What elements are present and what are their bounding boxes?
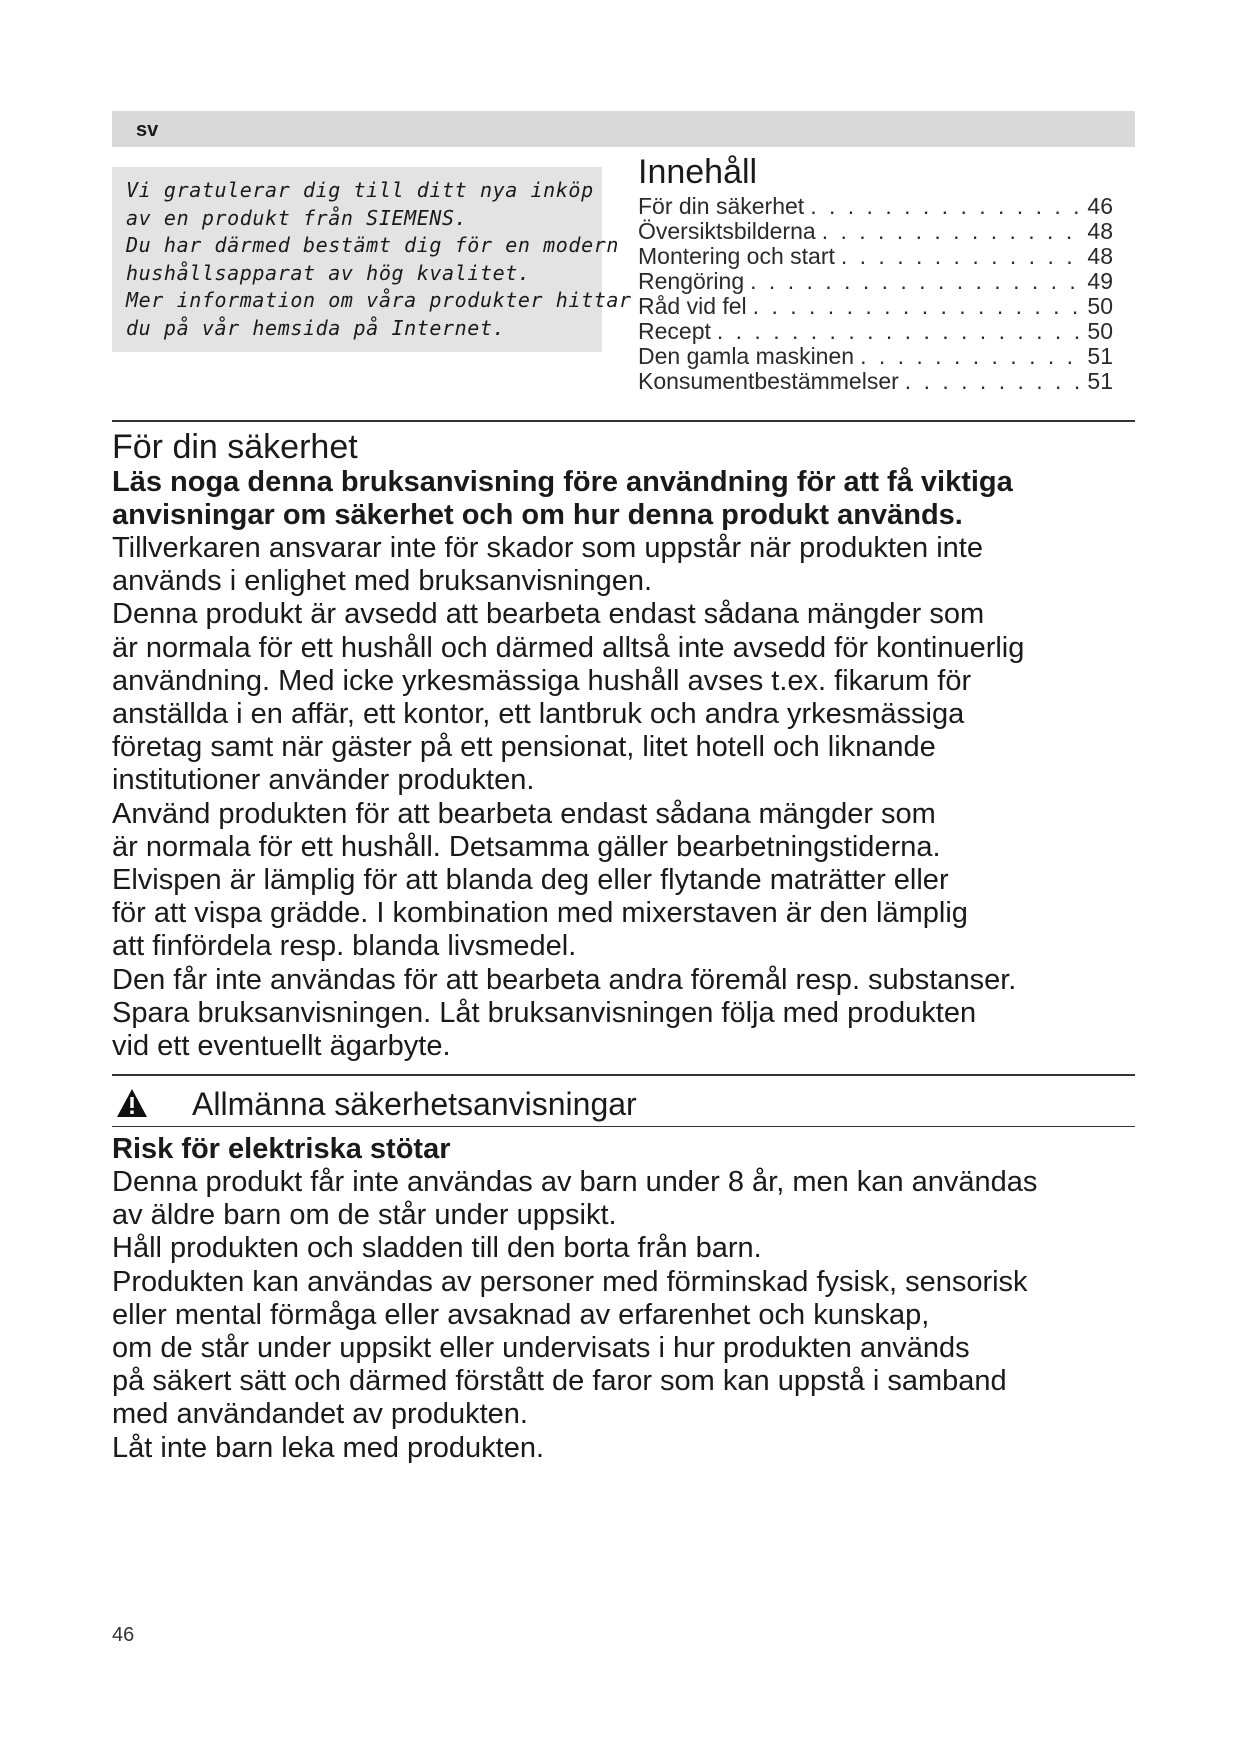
intro-box xyxy=(112,167,632,352)
toc-item[interactable] xyxy=(638,319,1113,344)
toc-item[interactable] xyxy=(638,194,1113,219)
intro-line: Du har därmed bestämt dig för en modern xyxy=(126,233,619,257)
toc-item[interactable] xyxy=(638,294,1113,319)
general-line: om de står under uppsikt eller undervisats i hur produkten används xyxy=(112,1332,970,1365)
toc-item-page: 51 xyxy=(1087,368,1113,394)
toc-leader xyxy=(905,369,1082,394)
general-safety-body xyxy=(112,1166,1142,1465)
section-divider xyxy=(112,420,1135,422)
safety-line: Den får inte användas för att bearbeta andra föremål resp. substanser. xyxy=(112,963,1017,996)
safety-line: anställda i en affär, ett kontor, ett lantbruk och andra yrkesmässiga xyxy=(112,698,965,731)
general-line: på säkert sätt och därmed förstått de faror som kan uppstå i samband xyxy=(112,1365,1007,1398)
general-line: Håll produkten och sladden till den borta från barn. xyxy=(112,1232,762,1265)
toc-item-label: Montering och start xyxy=(638,243,835,269)
safety-line: är normala för ett hushåll. Detsamma gäller bearbetningstiderna. xyxy=(112,830,941,863)
safety-body xyxy=(112,532,1142,1063)
toc-item-page: 50 xyxy=(1087,293,1113,319)
general-line: med användandet av produkten. xyxy=(112,1398,528,1431)
safety-line: vid ett eventuellt ägarbyte. xyxy=(112,1030,451,1063)
intro-line: Mer information om våra produkter hittar xyxy=(126,288,632,312)
safety-line: företag samt när gäster på ett pensionat, litet hotell och liknande xyxy=(112,731,936,764)
language-bar xyxy=(112,111,1135,147)
toc-leader xyxy=(753,294,1082,319)
intro-line: av en produkt från SIEMENS. xyxy=(126,205,468,230)
toc-leader xyxy=(822,219,1082,244)
toc-leader xyxy=(750,269,1081,294)
intro-line: Vi gratulerar dig till ditt nya inköp xyxy=(126,178,594,202)
toc-leader xyxy=(717,319,1082,344)
warning-triangle-icon xyxy=(116,1088,148,1118)
safety-line: Spara bruksanvisningen. Låt bruksanvisningen följa med produkten xyxy=(112,996,977,1029)
toc-item-label: För din säkerhet xyxy=(638,193,805,219)
toc-item-label: Den gamla maskinen xyxy=(638,343,855,369)
safety-line: är normala för ett hushåll och därmed alltså inte avsedd för kontinuerlig xyxy=(112,631,1025,664)
toc-item-page: 48 xyxy=(1087,243,1113,269)
toc-leader xyxy=(810,194,1081,219)
header-underline xyxy=(112,1126,1135,1127)
toc-item-page: 49 xyxy=(1087,268,1113,294)
electric-shock-subtitle: Risk för elektriska stötar xyxy=(112,1133,451,1165)
toc-leader xyxy=(860,344,1081,369)
intro-line: du på vår hemsida på Internet. xyxy=(126,315,506,340)
toc-item-label: Recept xyxy=(638,318,711,344)
toc-title: Innehåll xyxy=(638,153,758,191)
safety-lead-line: anvisningar om säkerhet och om hur denna produkt används. xyxy=(112,499,963,531)
general-safety-section xyxy=(112,1133,1142,1465)
toc-item-page: 51 xyxy=(1087,343,1113,369)
safety-line: Denna produkt är avsedd att bearbeta endast sådana mängder som xyxy=(112,598,985,631)
toc-item[interactable] xyxy=(638,369,1113,394)
section-divider xyxy=(112,1074,1135,1076)
general-safety-title: Allmänna säkerhetsanvisningar xyxy=(192,1086,637,1122)
toc-item-page: 48 xyxy=(1087,218,1113,244)
safety-title: För din säkerhet xyxy=(112,428,358,466)
safety-line: användning. Med icke yrkesmässiga hushåll avses t.ex. fikarum för xyxy=(112,664,972,697)
general-line: eller mental förmåga eller avsaknad av erfarenhet och kunskap, xyxy=(112,1298,930,1331)
safety-line: för att vispa grädde. I kombination med mixerstaven är den lämplig xyxy=(112,897,968,930)
toc-item-page: 46 xyxy=(1087,193,1113,219)
toc-item-label: Rengöring xyxy=(638,268,745,294)
safety-section xyxy=(112,428,1142,1063)
safety-line: används i enlighet med bruksanvisningen. xyxy=(112,565,653,598)
safety-line: Använd produkten för att bearbeta endast sådana mängder som xyxy=(112,797,936,830)
general-safety-header xyxy=(112,1084,1135,1124)
general-line: Produkten kan användas av personer med förminskad fysisk, sensorisk xyxy=(112,1265,1028,1298)
toc-item-label: Råd vid fel xyxy=(638,293,747,319)
general-line: Låt inte barn leka med produkten. xyxy=(112,1431,545,1464)
toc-item[interactable] xyxy=(638,269,1113,294)
language-code: sv xyxy=(136,119,159,141)
intro-line: hushållsapparat av hög kvalitet. xyxy=(126,260,531,285)
table-of-contents xyxy=(638,152,1113,394)
toc-item[interactable] xyxy=(638,344,1113,369)
safety-line: Elvispen är lämplig för att blanda deg eller flytande maträtter eller xyxy=(112,864,949,897)
safety-lead-line: Läs noga denna bruksanvisning före användning för att få viktiga xyxy=(112,466,1013,498)
general-line: Denna produkt får inte användas av barn under 8 år, men kan användas xyxy=(112,1166,1038,1198)
toc-item[interactable] xyxy=(638,244,1113,269)
toc-item-label: Konsumentbestämmelser xyxy=(638,368,899,394)
toc-leader xyxy=(841,244,1082,269)
safety-line: att finfördela resp. blanda livsmedel. xyxy=(112,930,577,963)
toc-item-page: 50 xyxy=(1087,318,1113,344)
page-number: 46 xyxy=(112,1624,135,1646)
toc-item-label: Översiktsbilderna xyxy=(638,218,816,244)
general-line: av äldre barn om de står under uppsikt. xyxy=(112,1199,617,1232)
safety-line: Tillverkaren ansvarar inte för skador som uppstår när produkten inte xyxy=(112,532,983,564)
safety-line: institutioner använder produkten. xyxy=(112,764,535,797)
toc-item[interactable] xyxy=(638,219,1113,244)
